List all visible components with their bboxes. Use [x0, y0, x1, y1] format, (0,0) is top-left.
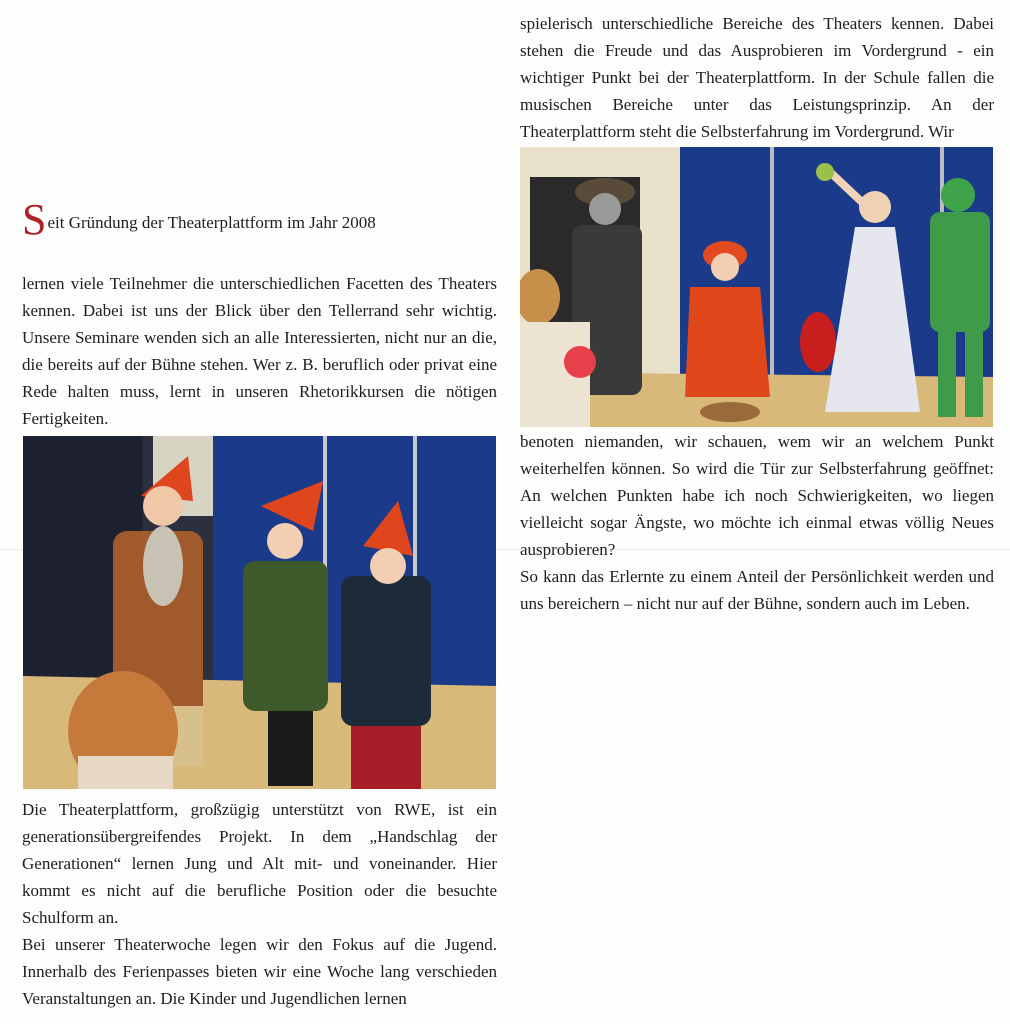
right-paragraph-2: benoten niemanden, wir schauen, wem wir an welchem Punkt weiterhelfen können. So wird die Tür zur Selbsterfahrung geöffnet: An welchen Punkten habe ich noch Schwierigkeiten, wo liegen vielleicht sogar Ängste, wo möchte ich einmal etwas völlig Neues ausprobieren?	[520, 432, 994, 559]
photo-dwarfs-on-stage	[23, 436, 496, 789]
left-column-lower	[22, 796, 497, 1012]
left-paragraph-1: lernen viele Teilnehmer die unterschiedlichen Facetten des Theaters kennen. Dabei ist uns der Blick über den Tellerrand sehr wichtig. Unsere Seminare wenden sich an alle Interessierten, nicht nur an die, die bereits auf der Bühne stehen. Wer z. B. beruflich oder privat eine Rede halten muss, lernt in unseren Rhetorikkursen die nötigen Fertigkeiten.	[22, 274, 497, 428]
article-headline	[22, 195, 497, 244]
photo-costumed-children	[520, 147, 993, 427]
left-paragraph-3: Bei unserer Theaterwoche legen wir den Fokus auf die Jugend. Innerhalb des Ferienpasses bieten wir eine Woche lang verschieden Veranstaltungen an. Die Kinder und Jugendlichen lernen	[22, 935, 497, 1008]
right-column-lower	[520, 428, 994, 617]
drop-cap: S	[22, 195, 47, 244]
left-paragraph-2: Die Theaterplattform, großzügig unterstützt von RWE, ist ein generationsübergreifendes Projekt. In dem „Handschlag der Generationen“ lernen Jung und Alt mit- und voneinander. Hier kommt es nicht auf die berufliche Position oder die besuchte Schulform an.	[22, 800, 497, 927]
headline-text: eit Gründung der Theaterplattform im Jahr 2008	[47, 213, 376, 232]
left-column	[22, 270, 497, 432]
right-column	[520, 10, 994, 145]
right-paragraph-3: So kann das Erlernte zu einem Anteil der Persönlichkeit werden und uns bereichern – nicht nur auf der Bühne, sondern auch im Leben.	[520, 567, 994, 613]
right-paragraph-1: spielerisch unterschiedliche Bereiche des Theaters kennen. Dabei stehen die Freude und das Ausprobieren im Vordergrund - ein wichtiger Punkt bei der Theaterplattform. In der Schule fallen die musischen Bereiche unter das Leistungsprinzip. An der Theaterplattform steht die Selbsterfahrung im Vordergrund. Wir	[520, 14, 994, 141]
